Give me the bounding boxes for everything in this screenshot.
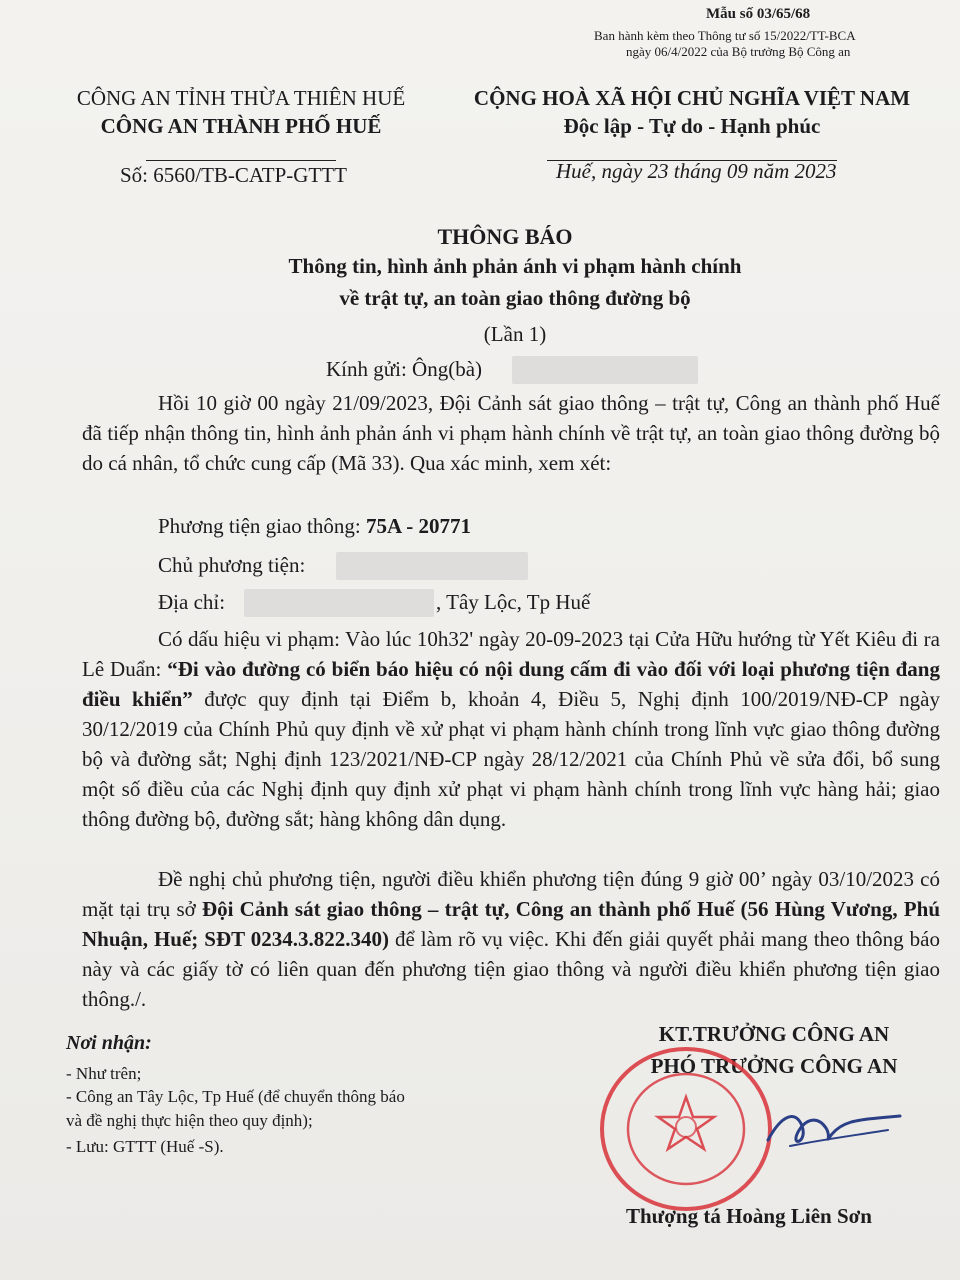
redacted-owner bbox=[336, 552, 528, 580]
signature-title-line1: KT.TRƯỞNG CÔNG AN bbox=[658, 1022, 890, 1046]
recipients-heading: Nơi nhận: bbox=[66, 1032, 152, 1054]
recipient-item: và đề nghị thực hiện theo quy định); bbox=[66, 1111, 313, 1130]
signature-title-line2: PHÓ TRƯỞNG CÔNG AN bbox=[650, 1054, 898, 1078]
recipient-item: - Lưu: GTTT (Huế -S). bbox=[66, 1137, 224, 1156]
document-subtitle-2: về trật tự, an toàn giao thông đường bộ bbox=[339, 286, 691, 310]
vehicle-plate: 75A - 20771 bbox=[365, 514, 471, 538]
paragraph-violation bbox=[82, 624, 940, 834]
form-note-line2: ngày 06/4/2022 của Bộ trưởng Bộ Công an bbox=[626, 44, 851, 59]
official-seal bbox=[598, 1045, 774, 1213]
salutation: Kính gửi: Ông(bà) bbox=[326, 357, 483, 381]
agency-name: CÔNG AN THÀNH PHỐ HUẾ bbox=[100, 114, 382, 138]
motto: Độc lập - Tự do - Hạnh phúc bbox=[563, 114, 821, 138]
recipient-item: - Như trên; bbox=[66, 1064, 142, 1083]
notice-round: (Lần 1) bbox=[483, 322, 547, 346]
agency-parent: CÔNG AN TỈNH THỪA THIÊN HUẾ bbox=[76, 86, 406, 110]
owner-label: Chủ phương tiện: bbox=[158, 553, 306, 577]
country-name: CỘNG HOÀ XÃ HỘI CHỦ NGHĨA VIỆT NAM bbox=[473, 86, 911, 110]
vehicle-label: Phương tiện giao thông: bbox=[158, 514, 366, 538]
owner-line bbox=[158, 553, 305, 578]
issuing-agency bbox=[56, 84, 426, 168]
violation-intro: Có dấu hiệu vi phạm: Vào lúc 10h32' ngày 20-09-2023 tại Cửa Hữu hướng từ Yết Kiêu đi ra Lê Duẩn: bbox=[82, 627, 940, 681]
address-suffix: , Tây Lộc, Tp Huế bbox=[436, 590, 591, 614]
redacted-name bbox=[512, 356, 698, 384]
paragraph-intro bbox=[82, 388, 940, 478]
request-location: Đội Cảnh sát giao thông – trật tự, Công an thành phố Huế (56 Hùng Vương, Phú Nhuận, Huế; SĐT 0234.3.822.340) bbox=[82, 897, 940, 951]
form-note-line1: Ban hành kèm theo Thông tư số 15/2022/TT-BCA bbox=[594, 28, 856, 43]
vehicle-line bbox=[158, 514, 471, 539]
address-label: Địa chỉ: bbox=[158, 590, 226, 614]
request-instructions: để làm rõ vụ việc. Khi đến giải quyết phải mang theo thông báo này và các giấy tờ có liên quan đến phương tiện giao thông và người điều khiển phương tiện giao thông./. bbox=[82, 927, 940, 1011]
violation-legal-basis: được quy định tại Điểm b, khoản 4, Điều 5, Nghị định 100/2019/NĐ-CP ngày 30/12/2019 của Chính Phủ quy định về xử phạt vi phạm hành chính trong lĩnh vực giao thông đường bộ và đường sắt; Nghị định 123/2021/NĐ-CP ngày 28/12/2021 của Chính Phủ về sửa đổi, bổ sung một số điều của các Nghị định quy định xử phạt vi phạm hành chính trong lĩnh vực hàng hải; giao thông đường bộ, đường sắt; hàng không dân dụng. bbox=[82, 687, 940, 831]
agency-underline bbox=[146, 160, 336, 161]
paragraph-intro-text: Hồi 10 giờ 00 ngày 21/09/2023, Đội Cảnh sát giao thông – trật tự, Công an thành phố Huế đã tiếp nhận thông tin, hình ảnh phản ánh vi phạm hành chính về trật tự, an toàn giao thông đường bộ do cá nhân, tổ chức cung cấp (Mã 33). Qua xác minh, xem xét: bbox=[82, 391, 940, 475]
handwritten-signature bbox=[760, 1100, 910, 1160]
document-subtitle-1: Thông tin, hình ảnh phản ánh vi phạm hành chính bbox=[288, 254, 742, 278]
national-motto bbox=[452, 84, 932, 168]
signer-name: Thượng tá Hoàng Liên Sơn bbox=[626, 1204, 872, 1228]
form-number: Mẫu số 03/65/68 bbox=[706, 6, 811, 22]
redacted-address bbox=[244, 589, 434, 617]
violation-description: “Đi vào đường có biển báo hiệu có nội dung cấm đi vào đối với loại phương tiện đang điều khiển” bbox=[82, 657, 940, 711]
recipient-item: - Công an Tây Lộc, Tp Huế (để chuyển thông báo bbox=[66, 1087, 405, 1106]
paragraph-request bbox=[82, 864, 940, 1014]
document-date: Huế, ngày 23 tháng 09 năm 2023 bbox=[556, 159, 837, 183]
document-number: Số: 6560/TB-CATP-GTTT bbox=[120, 163, 347, 187]
document-title: THÔNG BÁO bbox=[437, 224, 573, 249]
address-label-line bbox=[158, 590, 225, 615]
request-intro: Đề nghị chủ phương tiện, người điều khiển phương tiện đúng 9 giờ 00’ ngày 03/10/2023 có mặt tại trụ sở bbox=[82, 867, 940, 921]
